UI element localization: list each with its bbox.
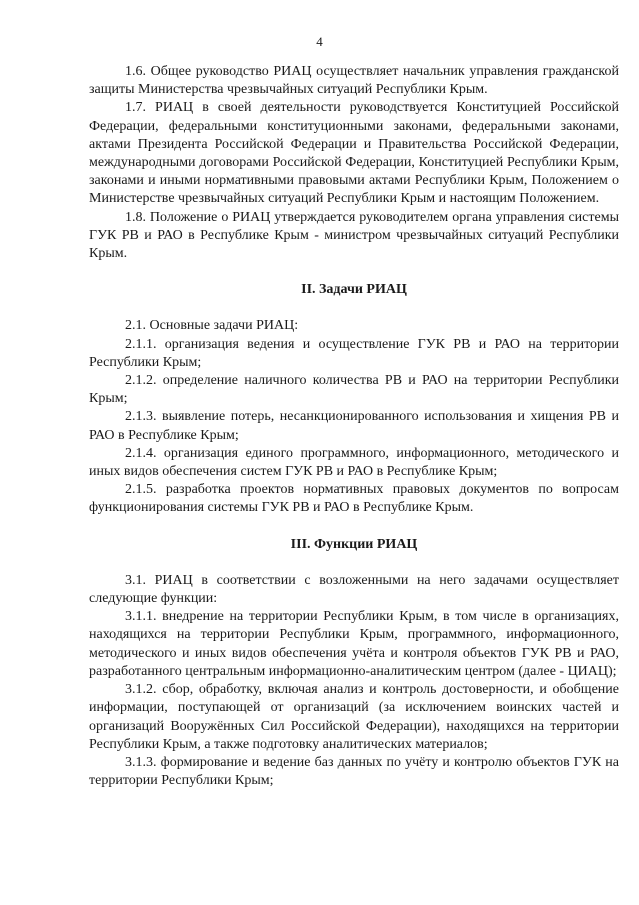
paragraph-2-1-1: 2.1.1. организация ведения и осуществление ГУК РВ и РАО на территории Республики Крым;: [89, 336, 619, 370]
paragraph-3-1-3: 3.1.3. формирование и ведение баз данных по учёту и контролю объектов ГУК на территории Республики Крым;: [89, 754, 619, 789]
page-number: 4: [316, 34, 323, 49]
paragraph-2-1-3: 2.1.3. выявление потерь, несанкционированного использования и хищения РВ и РАО в Республике Крым;: [89, 409, 619, 443]
section-heading-tasks: II. Задачи РИАЦ: [301, 282, 407, 298]
paragraph-2-1-2: 2.1.2. определение наличного количества РВ и РАО на территории Республики Крым;: [89, 373, 619, 407]
document-body: [89, 63, 619, 790]
paragraph-3-1-1: 3.1.1. внедрение на территории Республики Крым, в том числе в организациях, находящихся на территории Республики Крым, программного, информационного, методического и иных видов обеспечения учёта и контроля объектов ГУК РВ и РАО, разработанного центральным информационно-аналитическим центром (далее - ЦИАЦ);: [89, 609, 619, 679]
paragraph-1-6: 1.6. Общее руководство РИАЦ осуществляет начальник управления гражданской защиты Министерства чрезвычайных ситуаций Республики Крым.: [89, 64, 619, 98]
paragraph-2-1: 2.1. Основные задачи РИАЦ:: [125, 318, 299, 334]
paragraph-2-1-4: 2.1.4. организация единого программного, информационного, методического и иных видов обеспечения систем ГУК РВ и РАО в Республике Крым;: [89, 445, 619, 480]
paragraph-1-7: 1.7. РИАЦ в своей деятельности руководствуется Конституцией Российской Федерации, федеральными конституционными законами, федеральными законами, актами Президента Российской Федерации и Правительства Российской Федерации, международными договорами Российской Федерации, Конституцией Республики Крым, законами и иными нормативными правовыми актами Республики Крым, Положением о Министерстве чрезвычайных ситуаций Республики Крым и настоящим Положением.: [89, 100, 619, 207]
section-heading-functions: III. Функции РИАЦ: [290, 536, 418, 552]
paragraph-3-1: 3.1. РИАЦ в соответствии с возложенными на него задачами осуществляет следующие функции:: [89, 572, 619, 607]
paragraph-1-8: 1.8. Положение о РИАЦ утверждается руководителем органа управления системы ГУК РВ и РАО в Республике Крым - министром чрезвычайных ситуаций Республики Крым.: [89, 209, 619, 262]
paragraph-2-1-5: 2.1.5. разработка проектов нормативных правовых документов по вопросам функционирования системы ГУК РВ и РАО в Республике Крым.: [89, 482, 619, 516]
paragraph-3-1-2: 3.1.2. сбор, обработку, включая анализ и контроль достоверности, и обобщение информации, поступающей от организаций (за исключением воинских частей и организаций Вооружённых Сил Российской Федерации), находящихся на территории Республики Крым, а также подготовку аналитических материалов;: [89, 682, 619, 752]
